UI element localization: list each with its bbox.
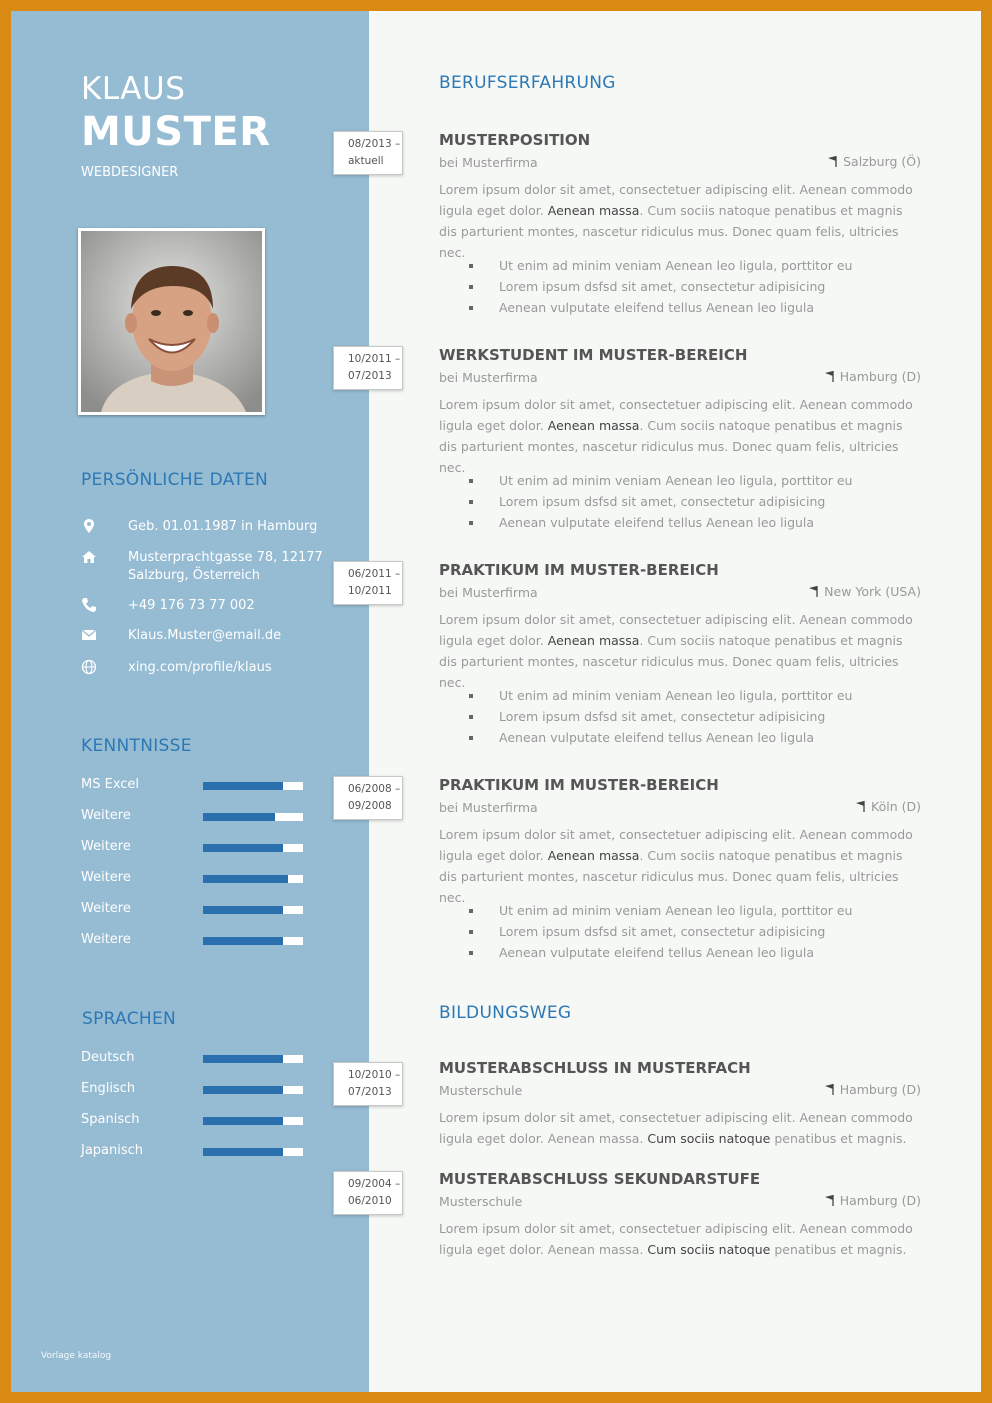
skills-level-fill xyxy=(203,875,288,883)
date-end: aktuell xyxy=(348,155,384,167)
description-text: Lorem ipsum dolor sit amet, consectetuer adipiscing elit. Aenean commodo ligula eget dolor. xyxy=(439,612,913,648)
entry-bullets xyxy=(469,470,852,533)
skills-row xyxy=(81,777,311,793)
location-text: Salzburg (Ö) xyxy=(843,154,921,169)
languages-level-fill xyxy=(203,1086,283,1094)
languages-level-bar xyxy=(203,1117,303,1125)
location-pin-icon xyxy=(81,518,97,534)
date-end: 07/2013 xyxy=(348,370,392,382)
languages-label: Spanisch xyxy=(81,1112,140,1127)
date-range-box xyxy=(333,561,403,605)
entry-institution: bei Musterfirma xyxy=(439,370,538,385)
languages-level-fill xyxy=(203,1055,283,1063)
date-start: 06/2011 – xyxy=(348,568,401,580)
languages-row xyxy=(81,1112,311,1128)
description-text: Lorem ipsum dolor sit amet, consectetuer adipiscing elit. Aenean commodo ligula eget dolor. xyxy=(439,827,913,863)
languages-level-fill xyxy=(203,1117,283,1125)
job-role: WEBDESIGNER xyxy=(81,165,179,180)
entry-description xyxy=(439,1218,921,1260)
bullet-item: Lorem ipsum dsfsd sit amet, consectetur adipisicing xyxy=(469,491,852,512)
languages-row xyxy=(81,1143,311,1159)
sidebar xyxy=(11,11,369,1392)
date-start: 09/2004 – xyxy=(348,1178,401,1190)
description-text: penatibus et magnis. xyxy=(770,1242,907,1257)
bullet-item: Lorem ipsum dsfsd sit amet, consectetur adipisicing xyxy=(469,921,852,942)
languages-label: Japanisch xyxy=(81,1143,144,1158)
flag-icon xyxy=(808,585,820,597)
skills-label: MS Excel xyxy=(81,777,140,792)
skills-row xyxy=(81,870,311,886)
languages-level-bar xyxy=(203,1148,303,1156)
skills-level-bar xyxy=(203,844,303,852)
phone-text[interactable]: +49 176 73 77 002 xyxy=(128,598,255,613)
mail-icon xyxy=(81,627,97,643)
skills-level-fill xyxy=(203,782,283,790)
skills-level-bar xyxy=(203,906,303,914)
entry-bullets xyxy=(469,900,852,963)
entry-description xyxy=(439,179,921,263)
skills-label: Weitere xyxy=(81,932,131,947)
date-start: 06/2008 – xyxy=(348,783,401,795)
skills-level-bar xyxy=(203,782,303,790)
entry-description xyxy=(439,609,921,693)
address-line-1: Musterprachtgasse 78, 12177 xyxy=(128,550,323,565)
entry-description xyxy=(439,824,921,908)
skills-row xyxy=(81,932,311,948)
flag-icon xyxy=(855,800,867,812)
description-text: . Cum sociis natoque penatibus et magnis dis parturient montes, nascetur ridiculus mus. Donec quam felis, ultricies nec. xyxy=(439,848,903,905)
location-text: New York (USA) xyxy=(824,584,921,599)
languages-level-bar xyxy=(203,1086,303,1094)
description-highlight: Aenean massa xyxy=(547,633,640,648)
languages-level-fill xyxy=(203,1148,283,1156)
globe-icon xyxy=(81,659,97,675)
location-text: Hamburg (D) xyxy=(839,369,921,384)
bullet-item: Aenean vulputate eleifend tellus Aenean leo ligula xyxy=(469,512,852,533)
flag-icon xyxy=(824,1194,836,1206)
description-highlight: Aenean massa xyxy=(547,848,640,863)
entry-institution: Musterschule xyxy=(439,1194,523,1209)
skills-level-fill xyxy=(203,906,283,914)
skills-row xyxy=(81,808,311,824)
home-icon xyxy=(81,549,97,565)
skills-level-bar xyxy=(203,813,303,821)
bullet-item: Ut enim ad minim veniam Aenean leo ligula, porttitor eu xyxy=(469,685,852,706)
description-text: . Cum sociis natoque penatibus et magnis dis parturient montes, nascetur ridiculus mus. Donec quam felis, ultricies nec. xyxy=(439,633,903,690)
bullet-item: Ut enim ad minim veniam Aenean leo ligula, porttitor eu xyxy=(469,900,852,921)
description-text: Lorem ipsum dolor sit amet, consectetuer adipiscing elit. Aenean commodo ligula eget dolor. xyxy=(439,397,913,433)
date-start: 08/2013 – xyxy=(348,138,401,150)
entry-institution: bei Musterfirma xyxy=(439,155,538,170)
location-text: Hamburg (D) xyxy=(839,1082,921,1097)
date-range-box xyxy=(333,131,403,175)
entry-title: MUSTERABSCHLUSS IN MUSTERFACH xyxy=(439,1059,751,1077)
bullet-item: Ut enim ad minim veniam Aenean leo ligula, porttitor eu xyxy=(469,255,852,276)
portrait-image xyxy=(81,231,262,412)
education-heading: BILDUNGSWEG xyxy=(439,1003,572,1023)
first-name: KLAUS xyxy=(81,71,186,107)
footer-note: Vorlage katalog xyxy=(41,1351,112,1361)
address-text xyxy=(128,549,358,585)
flag-icon xyxy=(824,370,836,382)
date-range-box xyxy=(333,1062,403,1106)
entry-location xyxy=(827,154,921,169)
description-text: Lorem ipsum dolor sit amet, consectetuer adipiscing elit. Aenean commodo ligula eget dolor. Aenean massa. xyxy=(439,1221,913,1257)
skills-level-bar xyxy=(203,937,303,945)
cv-page xyxy=(11,11,981,1392)
entry-institution: bei Musterfirma xyxy=(439,800,538,815)
languages-level-bar xyxy=(203,1055,303,1063)
languages-row xyxy=(81,1050,311,1066)
email-text[interactable]: Klaus.Muster@email.de xyxy=(128,628,282,643)
skills-level-fill xyxy=(203,844,283,852)
birth-text: Geb. 01.01.1987 in Hamburg xyxy=(128,519,318,534)
entry-description xyxy=(439,394,921,478)
date-start: 10/2010 – xyxy=(348,1069,401,1081)
bullet-item: Ut enim ad minim veniam Aenean leo ligula, porttitor eu xyxy=(469,470,852,491)
skills-level-fill xyxy=(203,813,275,821)
entry-title: MUSTERABSCHLUSS SEKUNDARSTUFE xyxy=(439,1170,761,1188)
date-range-box xyxy=(333,776,403,820)
description-text: Lorem ipsum dolor sit amet, consectetuer adipiscing elit. Aenean commodo ligula eget dolor. xyxy=(439,182,913,218)
date-start: 10/2011 – xyxy=(348,353,401,365)
entry-location xyxy=(824,1082,921,1097)
location-text: Köln (D) xyxy=(871,799,921,814)
bullet-item: Aenean vulputate eleifend tellus Aenean leo ligula xyxy=(469,727,852,748)
skills-label: Weitere xyxy=(81,839,131,854)
skills-label: Weitere xyxy=(81,870,131,885)
date-end: 09/2008 xyxy=(348,800,392,812)
bullet-item: Aenean vulputate eleifend tellus Aenean leo ligula xyxy=(469,297,852,318)
personal-data-heading: PERSÖNLICHE DATEN xyxy=(81,470,269,490)
last-name: MUSTER xyxy=(81,109,271,155)
skills-row xyxy=(81,839,311,855)
profile-photo xyxy=(78,228,265,415)
entry-bullets xyxy=(469,685,852,748)
skills-label: Weitere xyxy=(81,901,131,916)
web-text[interactable]: xing.com/profile/klaus xyxy=(128,660,272,675)
entry-title: PRAKTIKUM IM MUSTER-BEREICH xyxy=(439,561,719,579)
entry-location xyxy=(855,799,921,814)
description-text: . Cum sociis natoque penatibus et magnis dis parturient montes, nascetur ridiculus mus. Donec quam felis, ultricies nec. xyxy=(439,418,903,475)
experience-heading: BERUFSERFAHRUNG xyxy=(439,73,616,93)
date-range-box xyxy=(333,1171,403,1215)
languages-label: Englisch xyxy=(81,1081,136,1096)
languages-label: Deutsch xyxy=(81,1050,135,1065)
address-line-2: Salzburg, Österreich xyxy=(128,568,261,583)
location-text: Hamburg (D) xyxy=(839,1193,921,1208)
entry-bullets xyxy=(469,255,852,318)
flag-icon xyxy=(824,1083,836,1095)
entry-description xyxy=(439,1107,921,1149)
entry-institution: Musterschule xyxy=(439,1083,523,1098)
entry-location xyxy=(824,369,921,384)
date-range-box xyxy=(333,346,403,390)
skills-heading: KENNTNISSE xyxy=(81,736,192,756)
skills-label: Weitere xyxy=(81,808,131,823)
skills-level-fill xyxy=(203,937,283,945)
bullet-item: Lorem ipsum dsfsd sit amet, consectetur adipisicing xyxy=(469,706,852,727)
flag-icon xyxy=(827,155,839,167)
description-highlight: Cum sociis natoque xyxy=(647,1131,771,1146)
date-end: 07/2013 xyxy=(348,1086,392,1098)
bullet-item: Lorem ipsum dsfsd sit amet, consectetur adipisicing xyxy=(469,276,852,297)
skills-row xyxy=(81,901,311,917)
entry-location xyxy=(808,584,921,599)
skills-level-bar xyxy=(203,875,303,883)
description-text: Lorem ipsum dolor sit amet, consectetuer adipiscing elit. Aenean commodo ligula eget dolor. Aenean massa. xyxy=(439,1110,913,1146)
entry-institution: bei Musterfirma xyxy=(439,585,538,600)
description-highlight: Aenean massa xyxy=(547,418,640,433)
bullet-item: Aenean vulputate eleifend tellus Aenean leo ligula xyxy=(469,942,852,963)
description-highlight: Cum sociis natoque xyxy=(647,1242,771,1257)
description-text: penatibus et magnis. xyxy=(770,1131,907,1146)
languages-row xyxy=(81,1081,311,1097)
description-text: . Cum sociis natoque penatibus et magnis dis parturient montes, nascetur ridiculus mus. Donec quam felis, ultricies nec. xyxy=(439,203,903,260)
date-end: 10/2011 xyxy=(348,585,392,597)
phone-icon xyxy=(81,597,97,613)
entry-title: MUSTERPOSITION xyxy=(439,131,591,149)
description-highlight: Aenean massa xyxy=(547,203,640,218)
entry-title: WERKSTUDENT IM MUSTER-BEREICH xyxy=(439,346,748,364)
entry-location xyxy=(824,1193,921,1208)
languages-heading: SPRACHEN xyxy=(82,1009,177,1029)
date-end: 06/2010 xyxy=(348,1195,392,1207)
entry-title: PRAKTIKUM IM MUSTER-BEREICH xyxy=(439,776,719,794)
